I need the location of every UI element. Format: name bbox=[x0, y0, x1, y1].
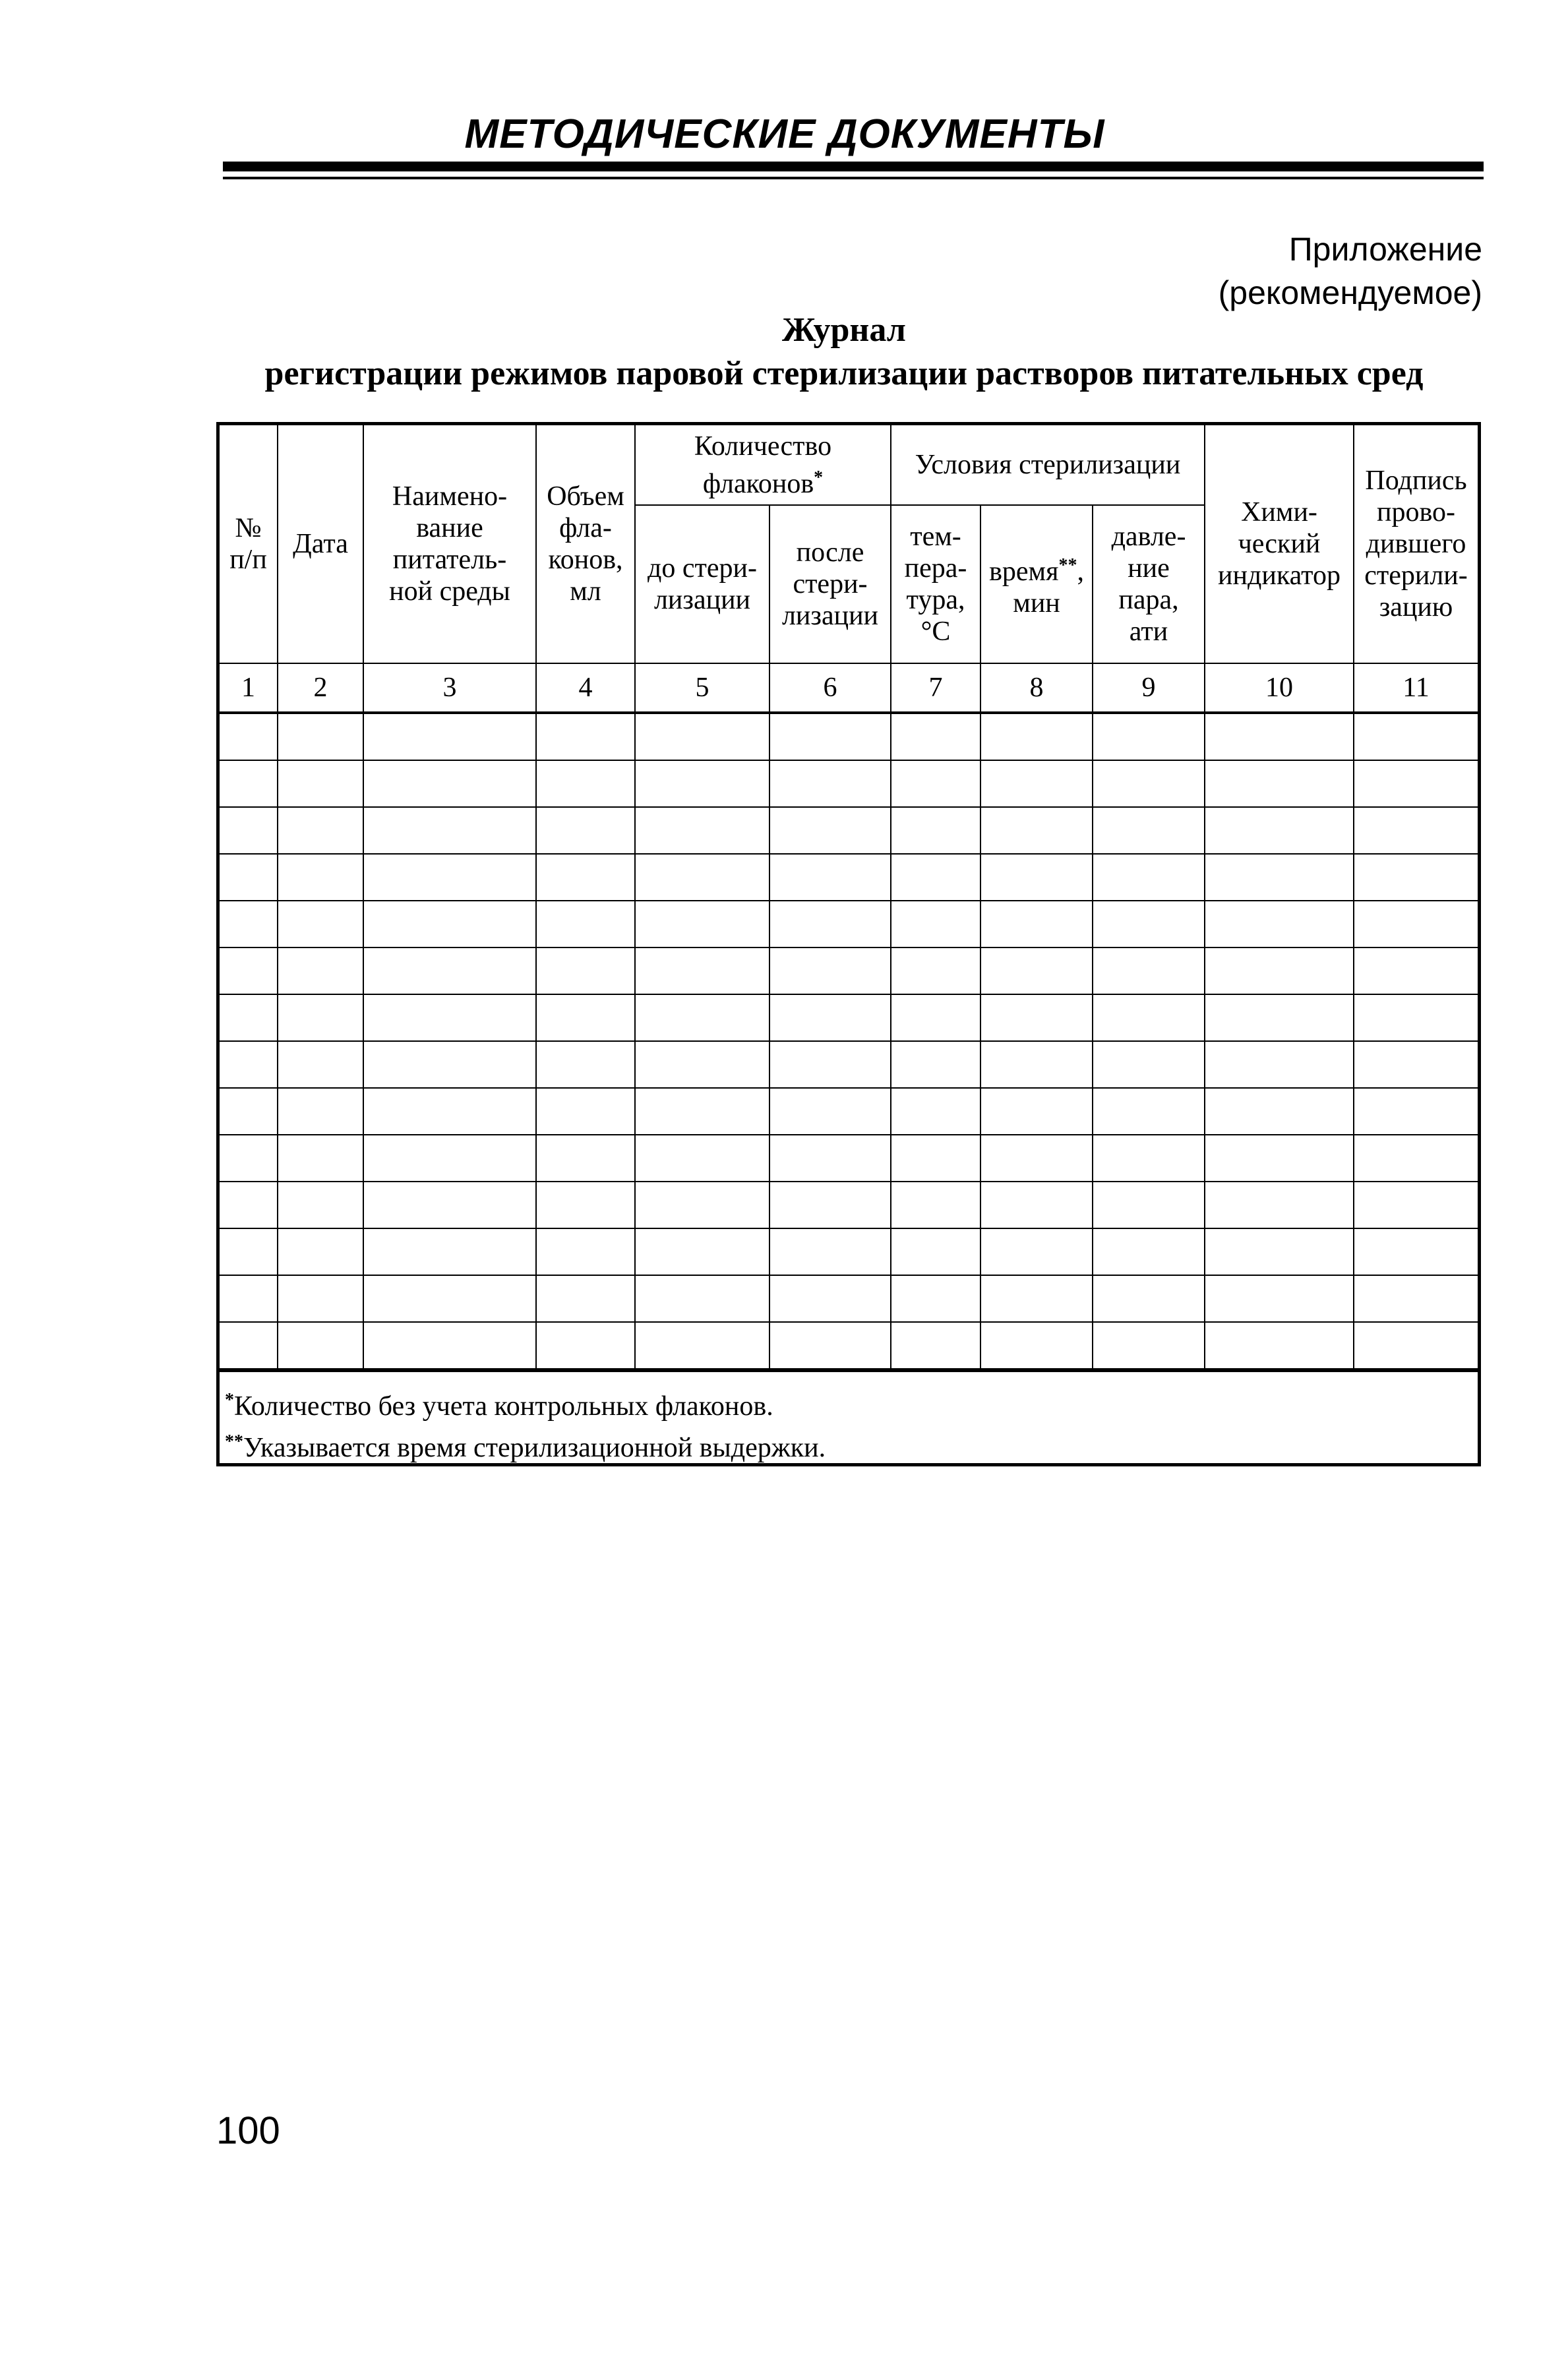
header-count-after: после стери- лизации bbox=[769, 505, 891, 663]
table-cell[interactable] bbox=[891, 713, 980, 760]
table-cell[interactable] bbox=[220, 947, 278, 994]
column-number: 1 bbox=[220, 663, 278, 713]
footnote-2 bbox=[225, 1424, 1478, 1466]
table-cell[interactable] bbox=[220, 1088, 278, 1135]
table-cell[interactable] bbox=[891, 1088, 980, 1135]
table-cell[interactable] bbox=[769, 854, 891, 901]
header-count-group-label: Количество флаконов bbox=[694, 431, 832, 499]
table-cell[interactable] bbox=[891, 1135, 980, 1182]
table-cell[interactable] bbox=[1354, 1182, 1478, 1228]
table-cell[interactable] bbox=[278, 994, 363, 1041]
table-row bbox=[220, 901, 1478, 947]
table-cell[interactable] bbox=[1354, 947, 1478, 994]
table-cell[interactable] bbox=[635, 760, 769, 807]
table-cell[interactable] bbox=[980, 901, 1093, 947]
table-cell[interactable] bbox=[278, 1275, 363, 1322]
table-cell[interactable] bbox=[220, 1322, 278, 1369]
table-cell[interactable] bbox=[278, 854, 363, 901]
table-cell[interactable] bbox=[1093, 854, 1205, 901]
table-cell[interactable] bbox=[278, 901, 363, 947]
table-cell[interactable] bbox=[980, 1088, 1093, 1135]
table-cell[interactable] bbox=[1354, 760, 1478, 807]
table-cell[interactable] bbox=[278, 1041, 363, 1088]
table-cell[interactable] bbox=[635, 901, 769, 947]
table-cell[interactable] bbox=[980, 947, 1093, 994]
table-row bbox=[220, 807, 1478, 854]
table-cell[interactable] bbox=[1093, 760, 1205, 807]
table-cell[interactable] bbox=[363, 947, 536, 994]
table-cell[interactable] bbox=[278, 1135, 363, 1182]
page-number: 100 bbox=[216, 2109, 280, 2152]
column-number: 3 bbox=[363, 663, 536, 713]
table-cell[interactable] bbox=[536, 713, 635, 760]
table-cell[interactable] bbox=[980, 1275, 1093, 1322]
table-cell[interactable] bbox=[1354, 1228, 1478, 1275]
table-cell[interactable] bbox=[536, 1041, 635, 1088]
table-cell[interactable] bbox=[1093, 1182, 1205, 1228]
journal-title: Журнал bbox=[782, 311, 906, 349]
table-cell[interactable] bbox=[980, 713, 1093, 760]
table-cell[interactable] bbox=[769, 994, 891, 1041]
table-cell[interactable] bbox=[891, 901, 980, 947]
header-time-label: время bbox=[989, 556, 1059, 587]
table-cell[interactable] bbox=[363, 1322, 536, 1369]
table-cell[interactable] bbox=[891, 807, 980, 854]
table-cell[interactable] bbox=[278, 1228, 363, 1275]
table-cell[interactable] bbox=[363, 1275, 536, 1322]
table-cell[interactable] bbox=[769, 760, 891, 807]
table-cell[interactable] bbox=[363, 1041, 536, 1088]
table-cell[interactable] bbox=[635, 1275, 769, 1322]
table-cell[interactable] bbox=[536, 1088, 635, 1135]
table-cell[interactable] bbox=[220, 1041, 278, 1088]
table-cell[interactable] bbox=[891, 1275, 980, 1322]
table-cell[interactable] bbox=[980, 807, 1093, 854]
column-number: 2 bbox=[278, 663, 363, 713]
table-cell[interactable] bbox=[1093, 1275, 1205, 1322]
table-cell[interactable] bbox=[1205, 1275, 1354, 1322]
table-cell[interactable] bbox=[1205, 760, 1354, 807]
table-cell[interactable] bbox=[278, 1322, 363, 1369]
table-cell[interactable] bbox=[769, 1182, 891, 1228]
journal-entries bbox=[220, 713, 1478, 1369]
table-cell[interactable] bbox=[1093, 1135, 1205, 1182]
table-row bbox=[220, 760, 1478, 807]
footnote-1-text: Количество без учета контрольных флаконов. bbox=[234, 1391, 773, 1422]
header-pressure: давле- ние пара, ати bbox=[1093, 505, 1205, 663]
table-cell[interactable] bbox=[536, 901, 635, 947]
header-num: № п/п bbox=[220, 425, 278, 663]
appendix-line-1: Приложение bbox=[1288, 231, 1482, 268]
table-cell[interactable] bbox=[220, 1135, 278, 1182]
table-cell[interactable] bbox=[1354, 713, 1478, 760]
table-cell[interactable] bbox=[1205, 1135, 1354, 1182]
table-cell[interactable] bbox=[278, 1182, 363, 1228]
table-row bbox=[220, 1041, 1478, 1088]
table-row bbox=[220, 713, 1478, 760]
table-cell[interactable] bbox=[769, 807, 891, 854]
table-cell[interactable] bbox=[891, 760, 980, 807]
table-cell[interactable] bbox=[769, 713, 891, 760]
table-cell[interactable] bbox=[536, 947, 635, 994]
table-cell[interactable] bbox=[220, 854, 278, 901]
header-date: Дата bbox=[278, 425, 363, 663]
table-cell[interactable] bbox=[769, 1088, 891, 1135]
table-cell[interactable] bbox=[363, 1088, 536, 1135]
table-cell[interactable] bbox=[536, 760, 635, 807]
table-cell[interactable] bbox=[536, 1135, 635, 1182]
column-number: 5 bbox=[635, 663, 769, 713]
footnote-marker-1-ref: * bbox=[814, 467, 824, 488]
table-cell[interactable] bbox=[536, 807, 635, 854]
table-cell[interactable] bbox=[363, 994, 536, 1041]
header-time: время**, мин bbox=[980, 505, 1093, 663]
header-medium-name: Наимено- вание питатель- ной среды bbox=[363, 425, 536, 663]
table-cell[interactable] bbox=[635, 713, 769, 760]
table-row bbox=[220, 1322, 1478, 1369]
table-cell[interactable] bbox=[769, 947, 891, 994]
table-cell[interactable] bbox=[980, 760, 1093, 807]
table-cell[interactable] bbox=[769, 1135, 891, 1182]
table-cell[interactable] bbox=[635, 854, 769, 901]
table-cell[interactable] bbox=[1093, 994, 1205, 1041]
table-cell[interactable] bbox=[220, 1228, 278, 1275]
column-number: 11 bbox=[1354, 663, 1478, 713]
table-cell[interactable] bbox=[1354, 807, 1478, 854]
table-cell[interactable] bbox=[635, 1182, 769, 1228]
table-cell[interactable] bbox=[536, 854, 635, 901]
table-cell[interactable] bbox=[536, 1182, 635, 1228]
table-cell[interactable] bbox=[980, 1322, 1093, 1369]
table-cell[interactable] bbox=[891, 1182, 980, 1228]
footnote-2-text: Указывается время стерилизационной выдержки. bbox=[243, 1433, 826, 1463]
journal-title-block bbox=[218, 309, 1470, 396]
table-cell[interactable] bbox=[1354, 1135, 1478, 1182]
table-cell[interactable] bbox=[220, 901, 278, 947]
table-cell[interactable] bbox=[980, 1135, 1093, 1182]
table-cell[interactable] bbox=[363, 760, 536, 807]
column-number: 6 bbox=[769, 663, 891, 713]
column-number: 9 bbox=[1093, 663, 1205, 713]
column-number: 4 bbox=[536, 663, 635, 713]
table-cell[interactable] bbox=[891, 1228, 980, 1275]
table-cell[interactable] bbox=[1093, 1088, 1205, 1135]
column-number: 8 bbox=[980, 663, 1093, 713]
table-cell[interactable] bbox=[980, 1182, 1093, 1228]
table-cell[interactable] bbox=[536, 1275, 635, 1322]
column-number-row bbox=[220, 663, 1478, 713]
table-cell[interactable] bbox=[1093, 1228, 1205, 1275]
table-cell[interactable] bbox=[220, 760, 278, 807]
table-cell[interactable] bbox=[363, 1228, 536, 1275]
table-cell[interactable] bbox=[536, 1228, 635, 1275]
table-cell[interactable] bbox=[1205, 994, 1354, 1041]
header-signature: Подпись прово- дившего стерили- зацию bbox=[1354, 425, 1478, 663]
table-cell[interactable] bbox=[363, 854, 536, 901]
table-cell[interactable] bbox=[769, 1322, 891, 1369]
table-cell[interactable] bbox=[278, 807, 363, 854]
table-cell[interactable] bbox=[363, 807, 536, 854]
table-cell[interactable] bbox=[980, 1041, 1093, 1088]
table-cell[interactable] bbox=[1093, 807, 1205, 854]
journal-table-frame bbox=[216, 422, 1481, 1466]
table-row bbox=[220, 1228, 1478, 1275]
footnote-1 bbox=[225, 1383, 1478, 1424]
table-cell[interactable] bbox=[1093, 1322, 1205, 1369]
table-row bbox=[220, 1135, 1478, 1182]
journal-table bbox=[220, 425, 1478, 1369]
table-cell[interactable] bbox=[1205, 1041, 1354, 1088]
table-cell[interactable] bbox=[635, 1228, 769, 1275]
header-temperature: тем- пера- тура, °С bbox=[891, 505, 980, 663]
footnote-1-marker: * bbox=[225, 1390, 234, 1410]
table-cell[interactable] bbox=[1354, 1275, 1478, 1322]
table-cell[interactable] bbox=[769, 1041, 891, 1088]
table-cell[interactable] bbox=[1093, 1041, 1205, 1088]
table-cell[interactable] bbox=[1205, 1322, 1354, 1369]
table-cell[interactable] bbox=[1093, 713, 1205, 760]
table-cell[interactable] bbox=[891, 854, 980, 901]
table-cell[interactable] bbox=[363, 1182, 536, 1228]
footnote-2-marker: ** bbox=[225, 1431, 243, 1452]
table-cell[interactable] bbox=[980, 854, 1093, 901]
table-cell[interactable] bbox=[1205, 807, 1354, 854]
table-cell[interactable] bbox=[1354, 1041, 1478, 1088]
table-cell[interactable] bbox=[220, 1182, 278, 1228]
header-time-unit: мин bbox=[1013, 587, 1060, 618]
table-row bbox=[220, 994, 1478, 1041]
table-cell[interactable] bbox=[536, 994, 635, 1041]
table-cell[interactable] bbox=[1354, 1088, 1478, 1135]
table-cell[interactable] bbox=[769, 1228, 891, 1275]
table-cell[interactable] bbox=[1093, 901, 1205, 947]
table-row bbox=[220, 1088, 1478, 1135]
table-cell[interactable] bbox=[769, 901, 891, 947]
table-cell[interactable] bbox=[635, 807, 769, 854]
table-cell[interactable] bbox=[220, 1275, 278, 1322]
table-cell[interactable] bbox=[278, 713, 363, 760]
table-row bbox=[220, 947, 1478, 994]
table-cell[interactable] bbox=[1205, 713, 1354, 760]
table-cell[interactable] bbox=[980, 994, 1093, 1041]
header-conditions-group: Условия стерилизации bbox=[891, 425, 1205, 505]
table-cell[interactable] bbox=[891, 1322, 980, 1369]
table-cell[interactable] bbox=[278, 760, 363, 807]
table-cell[interactable] bbox=[1205, 901, 1354, 947]
table-cell[interactable] bbox=[536, 1322, 635, 1369]
table-cell[interactable] bbox=[363, 713, 536, 760]
header-count-group bbox=[635, 425, 891, 505]
table-cell[interactable] bbox=[980, 1228, 1093, 1275]
appendix-label bbox=[1219, 227, 1482, 315]
table-cell[interactable] bbox=[1205, 854, 1354, 901]
appendix-line-2: (рекомендуемое) bbox=[1218, 274, 1482, 311]
table-cell[interactable] bbox=[1354, 1322, 1478, 1369]
header-rule-thin bbox=[223, 177, 1484, 179]
table-cell[interactable] bbox=[635, 994, 769, 1041]
table-row bbox=[220, 1182, 1478, 1228]
header-chem-indicator: Хими- ческий индикатор bbox=[1205, 425, 1354, 663]
footnotes bbox=[220, 1369, 1478, 1472]
table-cell[interactable] bbox=[635, 1041, 769, 1088]
table-cell[interactable] bbox=[278, 1088, 363, 1135]
table-row bbox=[220, 1275, 1478, 1322]
header-count-before: до стери- лизации bbox=[635, 505, 769, 663]
column-number: 7 bbox=[891, 663, 980, 713]
table-cell[interactable] bbox=[1205, 947, 1354, 994]
journal-subtitle: регистрации режимов паровой стерилизации растворов питательных сред bbox=[264, 355, 1424, 392]
table-cell[interactable] bbox=[1205, 1088, 1354, 1135]
table-cell[interactable] bbox=[363, 901, 536, 947]
table-cell[interactable] bbox=[1354, 994, 1478, 1041]
table-cell[interactable] bbox=[220, 807, 278, 854]
table-cell[interactable] bbox=[891, 1041, 980, 1088]
table-cell[interactable] bbox=[363, 1135, 536, 1182]
table-cell[interactable] bbox=[891, 994, 980, 1041]
table-cell[interactable] bbox=[769, 1275, 891, 1322]
table-cell[interactable] bbox=[278, 947, 363, 994]
header-volume: Объем фла- конов, мл bbox=[536, 425, 635, 663]
table-cell[interactable] bbox=[635, 947, 769, 994]
footnote-marker-2-ref: ** bbox=[1058, 555, 1077, 576]
table-cell[interactable] bbox=[891, 947, 980, 994]
header-rule-thick bbox=[223, 162, 1484, 171]
table-cell[interactable] bbox=[1093, 947, 1205, 994]
table-row bbox=[220, 854, 1478, 901]
table-cell[interactable] bbox=[635, 1322, 769, 1369]
table-cell[interactable] bbox=[1354, 854, 1478, 901]
table-cell[interactable] bbox=[635, 1088, 769, 1135]
table-cell[interactable] bbox=[220, 994, 278, 1041]
table-cell[interactable] bbox=[635, 1135, 769, 1182]
table-cell[interactable] bbox=[1205, 1228, 1354, 1275]
table-cell[interactable] bbox=[1205, 1182, 1354, 1228]
column-number: 10 bbox=[1205, 663, 1354, 713]
document-header-title: МЕТОДИЧЕСКИЕ ДОКУМЕНТЫ bbox=[464, 111, 1105, 157]
table-cell[interactable] bbox=[220, 713, 278, 760]
table-cell[interactable] bbox=[1354, 901, 1478, 947]
